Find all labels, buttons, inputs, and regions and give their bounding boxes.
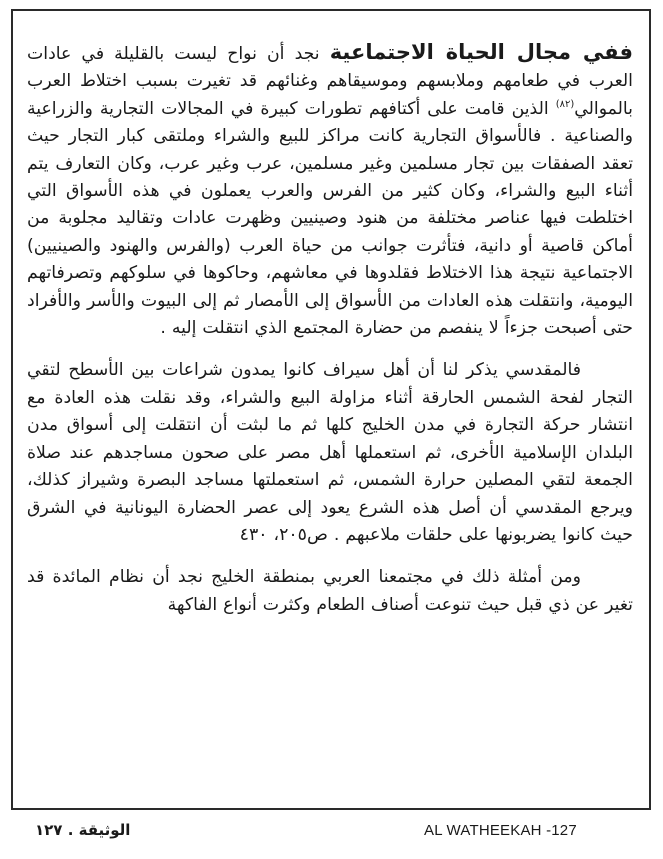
paragraph-2: فالمقدسي يذكر لنا أن أهل سيراف كانوا يمدون شراعات بين الأسطح لتقي التجار لفحة الشمس الحارقة أثناء مزاولة البيع والشراء، وقد نقلت هذه العادة مع انتشار حركة التجارة في مدن الخليج كلها ثم ما لبثت أن انتقلت إلى أسواق مدن البلدان الإسلامية الأخرى، ثم استعملها أهل مصر على صحون مساجدهم عند صلاة الجمعة لتقي المصلين حرارة الشمس، ثم استعملتها مساجد البصرة وشيراز كذلك، ويرجع المقدسي أن أصل هذه الشرع يعود إلى عصر الحضارة اليونانية في الشرق حيث كانوا يضربونها على حلقات ملاعبهم . ص٢٠٥، ٤٣٠ xyxy=(27,360,633,545)
section-lead-phrase: ففي مجال الحياة الاجتماعية xyxy=(329,40,633,64)
page-frame xyxy=(11,9,651,810)
paragraph-1 xyxy=(27,39,633,342)
paragraph-3: ومن أمثلة ذلك في مجتمعنا العربي بمنطقة الخليج نجد أن نظام المائدة قد تغير عن ذي قبل حيث تنوعت أصناف الطعام وكثرت أنواع الفاكهة xyxy=(27,567,633,615)
article-body xyxy=(27,39,633,619)
paragraph-1-text-b: الذين قامت على أكتافهم تطورات كبيرة في المجالات التجارية والزراعية والصناعية . فالأسواق التجارية كانت مراكز للبيع والشراء وملتقى كبار التجار حيث تعقد الصفقات بين تجار مسلمين وغير مسلمين، عرب وغير عرب، وكان التعارف يتم أثناء البيع والشراء، وكان كثير من الفرس والعرب يعملون في هذه الأسواق التي اختلطت فيها عناصر مختلفة من هنود وصينيين وظهرت عادات وتقاليد مجلوبة من أماكن قاصية أو دانية، فتأثرت جوانب من حياة العرب (والفرس والهنود والصينيين) الاجتماعية نتيجة هذا الاختلاط فقلدوها في معاشهم، وحاكوها في سلوكهم وتصرفاتهم اليومية، وانتقلت هذه العادات من الأسواق إلى الأمصار ثم إلى البيوت والأسر والأفراد حتى أصبحت جزءاً لا ينفصم من حضارة المجتمع الذي انتقلت إليه . xyxy=(27,98,633,339)
paragraph-1-text-a: نجد أن نواح ليست بالقليلة في عادات العرب في طعامهم وملابسهم وموسيقاهم وغنائهم قد تغيرت بسبب اختلاط العرب بالموالي xyxy=(27,44,633,119)
footnote-reference: (٨٢) xyxy=(555,99,575,111)
footer-arabic-label: الوثيقة . ١٢٧ xyxy=(35,821,131,839)
footer-publication-label: AL WATHEEKAH -127 xyxy=(424,822,577,839)
page-footer xyxy=(0,822,663,846)
